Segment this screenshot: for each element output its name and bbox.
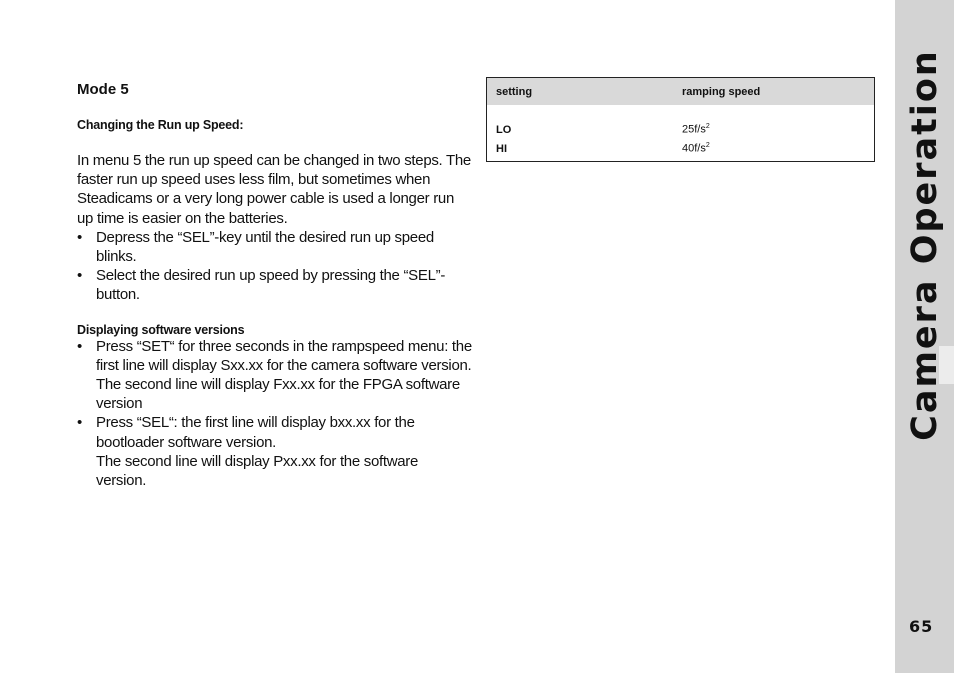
mode-title: Mode 5 (77, 81, 129, 98)
list-item (77, 266, 472, 304)
column-header-setting: setting (496, 85, 533, 98)
software-version-steps (77, 337, 472, 491)
list-item-text: Select the desired run up speed by pressing the “SEL”-button. (96, 267, 446, 304)
ramping-speed-table (486, 77, 875, 162)
list-item-text-continued: The second line will display Pxx.xx for the software version. (96, 452, 419, 490)
run-up-speed-steps (77, 228, 472, 305)
table-header (487, 78, 874, 105)
list-item (77, 337, 472, 414)
run-up-speed-paragraph: In menu 5 the run up speed can be changed in two steps. The faster run up speed uses less film, but sometimes when Steadicams or a very long power cable is used a longer run up time is easier on the batteries. (77, 152, 471, 227)
bullet-icon: • (77, 228, 82, 246)
chapter-sidebar (895, 0, 954, 673)
speed-cell: $25f/s^2$ (682, 123, 710, 136)
main-content (77, 80, 472, 490)
section-heading-software-versions: Displaying software versions (77, 322, 245, 337)
page-number: 65 (909, 617, 934, 636)
speed-cell: $40f/s^2$ (682, 142, 710, 155)
table-row (487, 139, 874, 158)
bullet-icon: • (77, 267, 82, 285)
list-item (77, 413, 472, 490)
column-header-ramping-speed: ramping speed (682, 85, 761, 98)
section-heading-run-up-speed: Changing the Run up Speed: (77, 118, 244, 132)
chapter-title: Camera Operation (905, 49, 945, 441)
list-item (77, 228, 472, 266)
list-item-text-continued: The second line will display Fxx.xx for the FPGA software version (96, 376, 460, 413)
list-item-text: Press “SET“ for three seconds in the rampspeed menu: the first line will display Sxx.xx for the camera software version. (96, 337, 472, 374)
bullet-icon: • (77, 337, 82, 355)
list-item-text: Press “SEL“: the first line will display bxx.xx for the bootloader software version. (96, 414, 415, 451)
table-row (487, 120, 874, 139)
bullet-icon: • (77, 414, 82, 432)
list-item-text: Depress the “SEL”-key until the desired run up speed blinks. (96, 228, 434, 266)
setting-cell: LO (496, 123, 512, 136)
setting-cell: HI (496, 142, 507, 155)
